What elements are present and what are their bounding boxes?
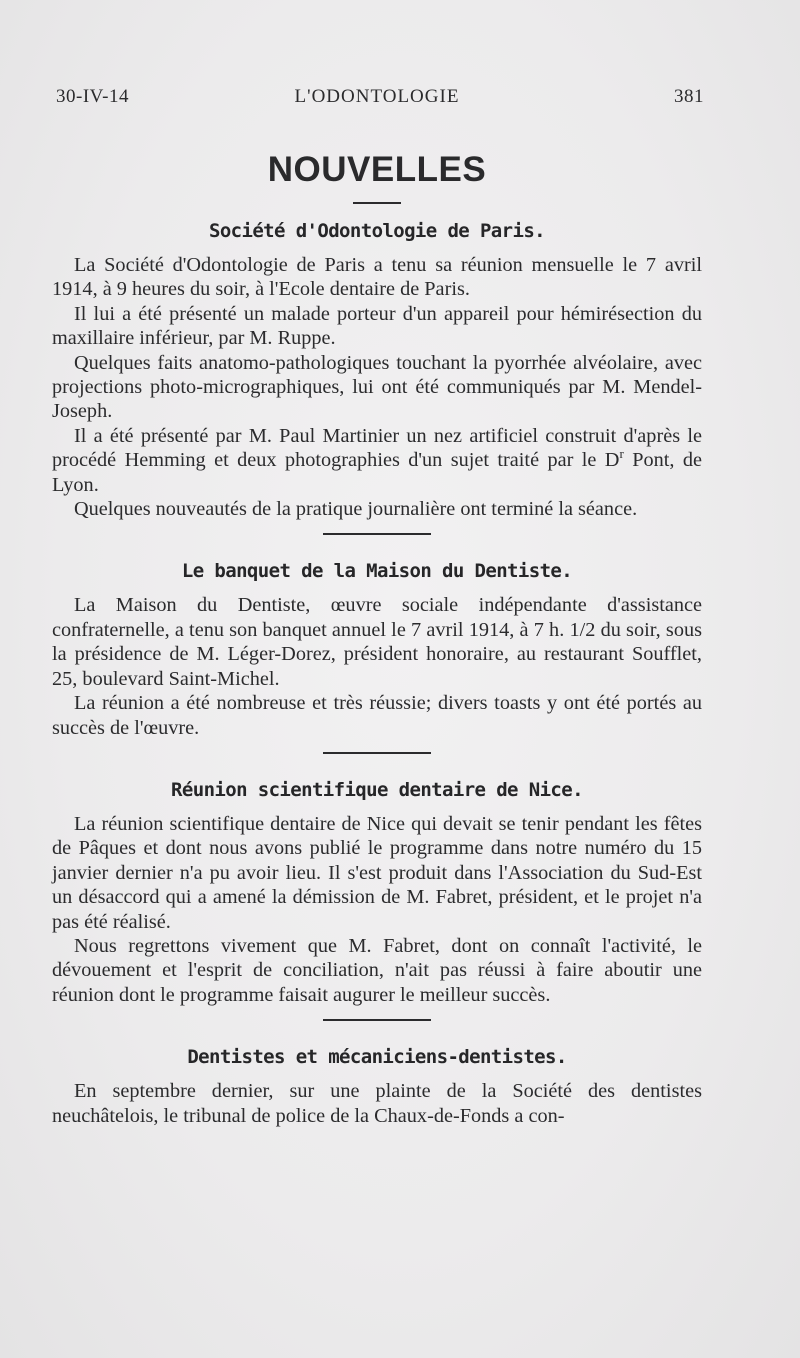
section-heading-dentistes: Dentistes et mécaniciens-dentistes. — [187, 1046, 567, 1069]
paragraph: La réunion scientifique dentaire de Nice qui devait se tenir pendant les fêtes de Pâques et dont nous avons publié le programme dans notre numéro du 15 janvier dernier n'a pu avoir lieu. Il s'est produit dans l'Association du Sud-Est un désaccord qui a amené la démission de M. Fabret, président, et le projet n'a pas été réalisé. — [52, 812, 702, 933]
title-rule — [353, 202, 401, 204]
paragraph: En septembre dernier, sur une plainte de la Société des dentistes neuchâtelois, le tribunal de police de la Chaux-de-Fonds a con- — [52, 1080, 702, 1127]
running-head — [52, 86, 702, 120]
superscript: r — [619, 446, 624, 462]
section-rule — [323, 533, 431, 535]
page-title: NOUVELLES — [267, 150, 487, 189]
paragraph: Quelques nouveautés de la pratique journalière ont terminé la séance. — [74, 498, 638, 521]
paragraph-text: Il a été présenté par M. Paul Martinier un nez artificiel construit d'après le procédé Hemming et deux photographies d'un sujet traité par le D — [52, 424, 702, 472]
page-number: 381 — [674, 86, 704, 107]
paragraph-text: Pont, de Lyon. — [52, 449, 702, 496]
section-heading-banquet: Le banquet de la Maison du Dentiste. — [181, 560, 573, 583]
page — [52, 86, 702, 1128]
paragraph: La Maison du Dentiste, œuvre sociale indépendante d'assistance confraternelle, a tenu son banquet annuel le 7 avril 1914, à 7 h. 1/2 du soir, sous la présidence de M. Léger-Dorez, président honoraire, au restaurant Soufflet, 25, boulevard Saint-Michel. — [52, 594, 702, 690]
section-rule — [323, 752, 431, 754]
issue-date: 30-IV-14 — [56, 86, 129, 107]
paragraph: La réunion a été nombreuse et très réussie; divers toasts y ont été portés au succès de l'œuvre. — [52, 692, 702, 739]
paragraph — [52, 424, 702, 497]
section-heading-societe: Société d'Odontologie de Paris. — [208, 220, 545, 242]
section-rule — [323, 1019, 431, 1021]
journal-name: L'ODONTOLOGIE — [294, 86, 460, 107]
paragraph: Quelques faits anatomo-pathologiques touchant la pyorrhée alvéolaire, avec projections photo-micrographiques, lui ont été communiqués par M. Mendel-Joseph. — [52, 351, 702, 423]
paragraph: La Société d'Odontologie de Paris a tenu sa réunion mensuelle le 7 avril 1914, à 9 heures du soir, à l'Ecole dentaire de Paris. — [52, 254, 702, 301]
paragraph: Il lui a été présenté un malade porteur d'un appareil pour hémirésection du maxillaire inférieur, par M. Ruppe. — [52, 302, 702, 350]
section-heading-nice: Réunion scientifique dentaire de Nice. — [171, 778, 583, 801]
paragraph: Nous regrettons vivement que M. Fabret, dont on connaît l'activité, le dévouement et l'esprit de conciliation, n'ait pas réussi à faire aboutir une réunion dont le programme faisait augurer le meilleur succès. — [52, 934, 702, 1006]
